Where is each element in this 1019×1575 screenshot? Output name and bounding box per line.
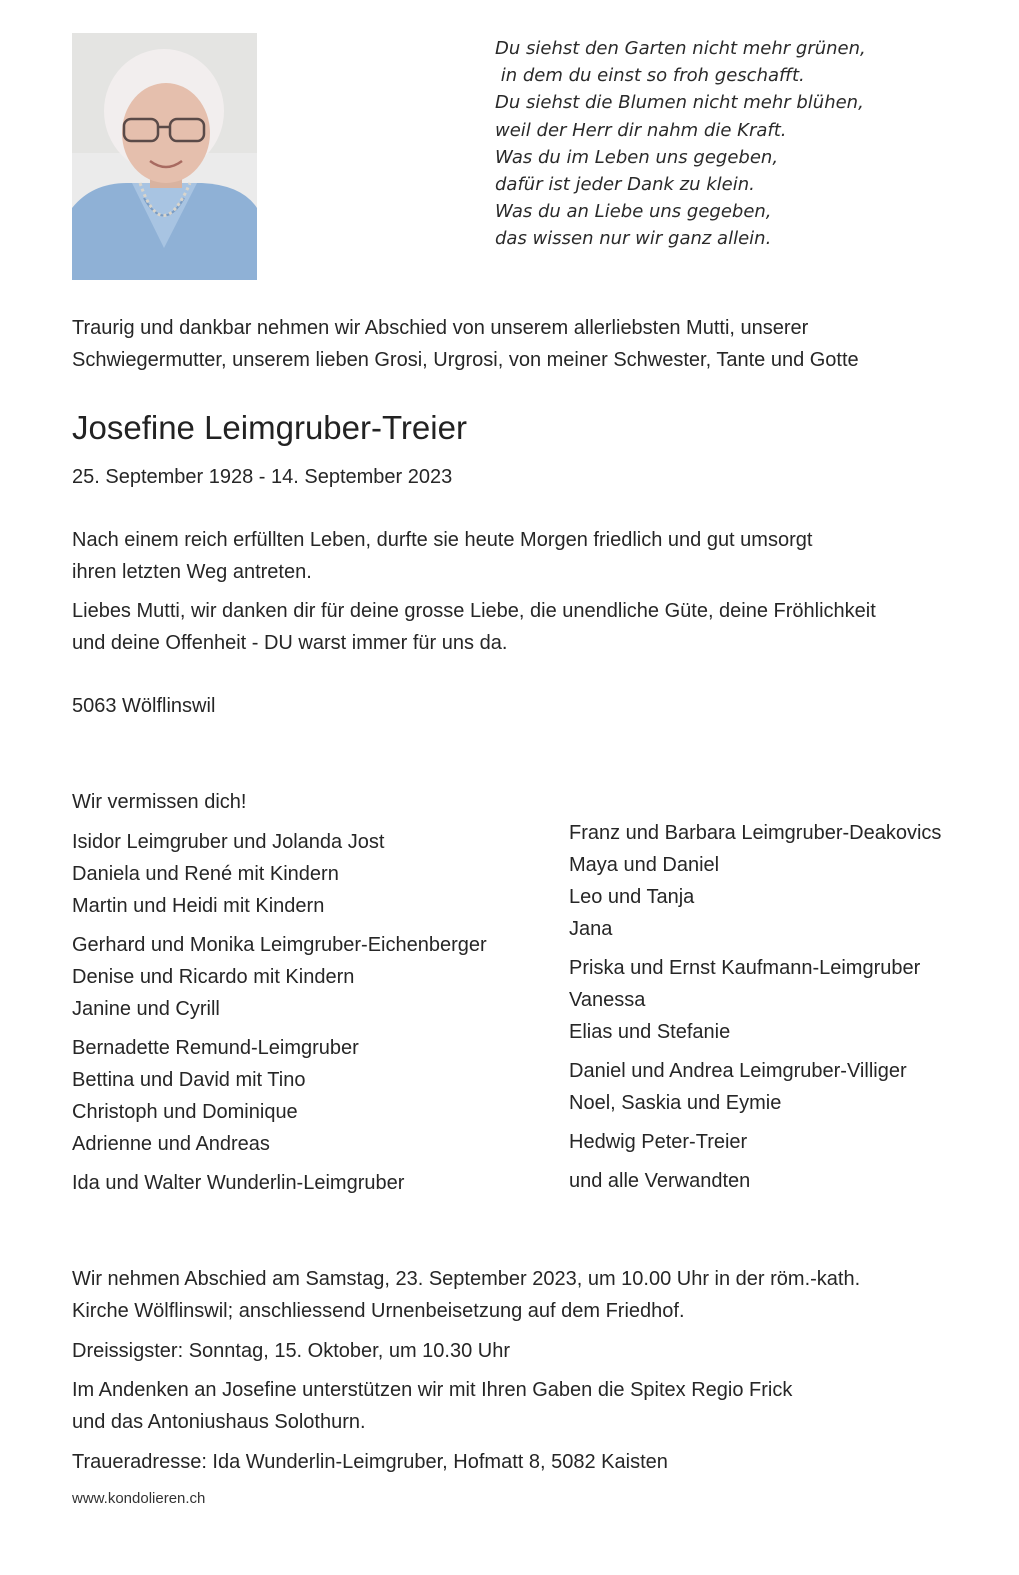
ceremony-line: Kirche Wölflinswil; anschliessend Urnenbeisetzung auf dem Friedhof. bbox=[72, 1300, 685, 1322]
poem-line: das wissen nur wir ganz allein. bbox=[495, 228, 772, 250]
place: 5063 Wölflinswil bbox=[72, 695, 216, 717]
ceremony-info bbox=[72, 1263, 962, 1327]
intro-text bbox=[72, 312, 962, 376]
mourner-line: Elias und Stefanie bbox=[569, 1021, 731, 1043]
mourner-line: Martin und Heidi mit Kindern bbox=[72, 895, 325, 917]
paragraph-line: und deine Offenheit - DU warst immer für uns da. bbox=[72, 632, 508, 654]
mourner-group bbox=[569, 817, 989, 945]
mourner-line: Jana bbox=[569, 918, 613, 940]
paragraph-line: ihren letzten Weg antreten. bbox=[72, 561, 312, 583]
poem-line: dafür ist jeder Dank zu klein. bbox=[495, 174, 755, 196]
mourner-line: Vanessa bbox=[569, 989, 646, 1011]
mourner-line: Priska und Ernst Kaufmann-Leimgruber bbox=[569, 957, 921, 979]
poem-line: Was du an Liebe uns gegeben, bbox=[495, 201, 772, 223]
mourner-line: Ida und Walter Wunderlin-Leimgruber bbox=[72, 1172, 405, 1194]
mourner-line: Hedwig Peter-Treier bbox=[569, 1131, 748, 1153]
mourner-line: Maya und Daniel bbox=[569, 854, 720, 876]
mourner-group bbox=[72, 1032, 542, 1160]
mourner-group bbox=[569, 1126, 989, 1158]
intro-line: Traurig und dankbar nehmen wir Abschied von unserem allerliebsten Mutti, unserer bbox=[72, 317, 809, 339]
mourner-line: Adrienne und Andreas bbox=[72, 1133, 270, 1155]
mourner-line: Franz und Barbara Leimgruber-Deakovics bbox=[569, 822, 942, 844]
mourner-line: Daniela und René mit Kindern bbox=[72, 863, 339, 885]
dreissigster-info: Dreissigster: Sonntag, 15. Oktober, um 10.30 Uhr bbox=[72, 1340, 510, 1362]
mourner-group bbox=[569, 1055, 989, 1119]
intro-line: Schwiegermutter, unserem lieben Grosi, Urgrosi, von meiner Schwester, Tante und Gotte bbox=[72, 349, 859, 371]
mourner-line: Janine und Cyrill bbox=[72, 998, 220, 1020]
ceremony-line: Wir nehmen Abschied am Samstag, 23. September 2023, um 10.00 Uhr in der röm.-kath. bbox=[72, 1268, 861, 1290]
mourner-group bbox=[569, 952, 989, 1048]
mourner-line: Daniel und Andrea Leimgruber-Villiger bbox=[569, 1060, 907, 1082]
mourner-line: Noel, Saskia und Eymie bbox=[569, 1092, 782, 1114]
mourner-line: Denise und Ricardo mit Kindern bbox=[72, 966, 355, 988]
mourners-right-column bbox=[569, 817, 989, 1204]
mourners-heading: Wir vermissen dich! bbox=[72, 791, 247, 813]
deceased-name: Josefine Leimgruber-Treier bbox=[72, 409, 467, 446]
mourner-line: und alle Verwandten bbox=[569, 1170, 751, 1192]
life-dates: 25. September 1928 - 14. September 2023 bbox=[72, 466, 453, 488]
mourner-group bbox=[72, 1167, 542, 1199]
mourner-line: Gerhard und Monika Leimgruber-Eichenberger bbox=[72, 934, 487, 956]
mourner-line: Bettina und David mit Tino bbox=[72, 1069, 306, 1091]
mourner-group bbox=[72, 826, 542, 922]
mourners-left-column bbox=[72, 826, 542, 1206]
mourner-line: Leo und Tanja bbox=[569, 886, 695, 908]
mourner-group bbox=[569, 1165, 989, 1197]
poem-line: Was du im Leben uns gegeben, bbox=[495, 146, 779, 168]
paragraph-line: Liebes Mutti, wir danken dir für deine grosse Liebe, die unendliche Güte, deine Fröhlichkeit bbox=[72, 600, 876, 622]
paragraph-thanks bbox=[72, 595, 962, 659]
paragraph-line: Nach einem reich erfüllten Leben, durfte sie heute Morgen friedlich und gut umsorgt bbox=[72, 529, 813, 551]
donation-line: Im Andenken an Josefine unterstützen wir mit Ihren Gaben die Spitex Regio Frick bbox=[72, 1379, 793, 1401]
portrait-photo bbox=[72, 33, 257, 280]
mourner-line: Bernadette Remund-Leimgruber bbox=[72, 1037, 359, 1059]
paragraph-life bbox=[72, 524, 962, 588]
poem-line: Du siehst die Blumen nicht mehr blühen, bbox=[495, 92, 864, 114]
mourner-group bbox=[72, 929, 542, 1025]
donation-line: und das Antoniushaus Solothurn. bbox=[72, 1411, 366, 1433]
mourner-line: Isidor Leimgruber und Jolanda Jost bbox=[72, 831, 385, 853]
website-text: www.kondolieren.ch bbox=[72, 1490, 206, 1507]
mourner-line: Christoph und Dominique bbox=[72, 1101, 298, 1123]
mourning-address: Traueradresse: Ida Wunderlin-Leimgruber, Hofmatt 8, 5082 Kaisten bbox=[72, 1451, 668, 1473]
poem-line: in dem du einst so froh geschafft. bbox=[495, 65, 805, 87]
poem-line: Du siehst den Garten nicht mehr grünen, bbox=[495, 38, 866, 59]
donation-info bbox=[72, 1374, 962, 1438]
poem-line: weil der Herr dir nahm die Kraft. bbox=[495, 119, 787, 141]
poem bbox=[495, 35, 955, 253]
